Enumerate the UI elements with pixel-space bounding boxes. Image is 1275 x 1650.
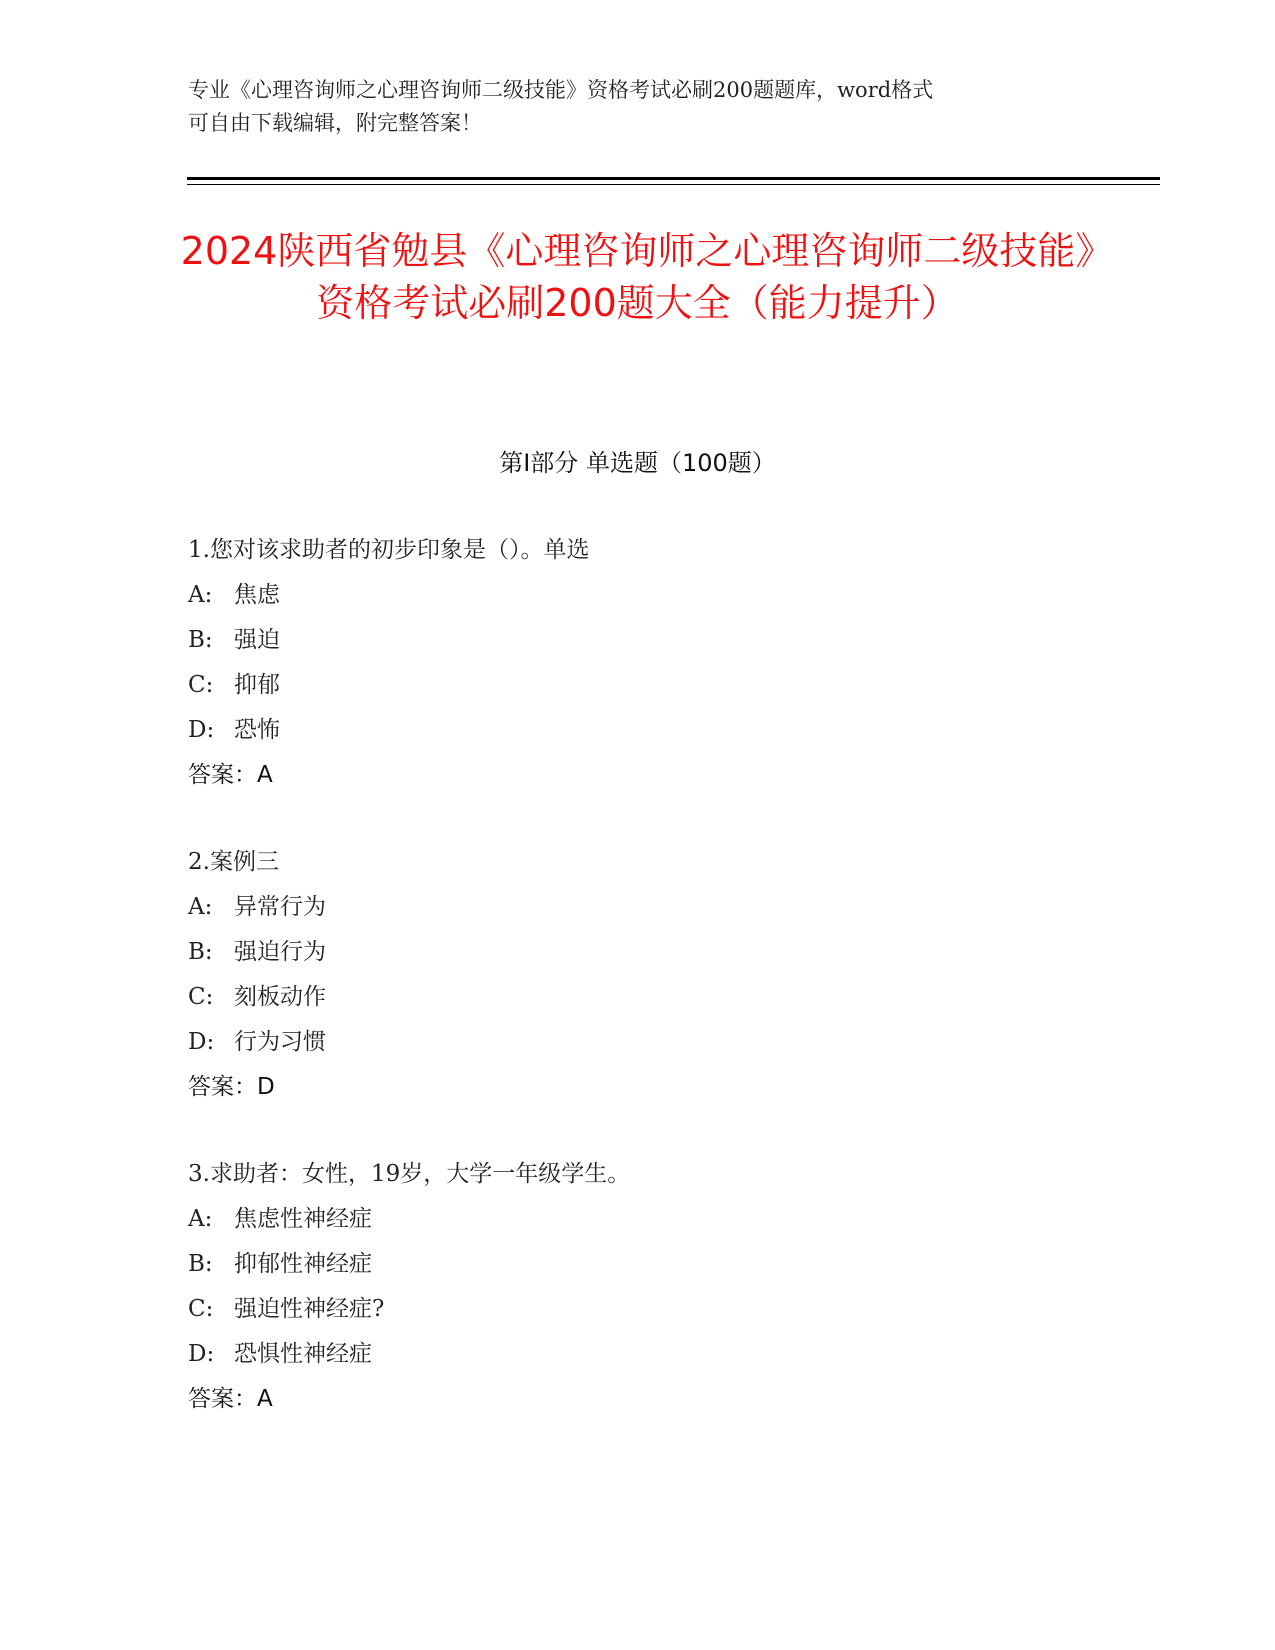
option-d [188,1332,1188,1377]
question-item [188,840,1188,1110]
option-text: 行为习惯 [234,1029,326,1055]
question-item [188,1152,1188,1422]
option-letter: C: [188,1296,214,1322]
header-rule-thin [187,184,1160,185]
option-letter: B: [188,1251,213,1277]
option-b [188,618,1188,663]
question-stem: 3.求助者：女性，19岁，大学一年级学生。 [188,1161,631,1187]
answer-line: 答案：D [188,1074,275,1100]
option-c [188,663,1188,708]
option-d [188,708,1188,753]
option-letter: A: [188,1206,213,1232]
option-letter: D: [188,717,215,743]
question-list [188,528,1188,1464]
option-letter: C: [188,672,214,698]
option-letter: B: [188,939,213,965]
option-text: 强迫性神经症? [234,1296,385,1322]
option-letter: C: [188,984,214,1010]
header-note-line: 专业《心理咨询师之心理咨询师二级技能》资格考试必刷200题题库，word格式 [188,78,934,102]
header-rule-thick [187,177,1160,180]
option-letter: D: [188,1029,215,1055]
option-letter: A: [188,894,213,920]
option-text: 恐怖 [234,717,280,743]
question-item [188,528,1188,798]
option-a [188,573,1188,618]
option-text: 恐惧性神经症 [234,1341,372,1367]
option-c [188,1287,1188,1332]
answer-line: 答案：A [188,1386,273,1412]
option-text: 刻板动作 [234,984,326,1010]
option-text: 抑郁性神经症 [234,1251,372,1277]
section-heading: 第Ⅰ部分 单选题（100题） [499,449,776,477]
question-stem: 1.您对该求助者的初步印象是（）。单选 [188,537,590,563]
option-c [188,975,1188,1020]
option-text: 强迫行为 [234,939,326,965]
option-letter: D: [188,1341,215,1367]
header-note [188,74,1088,140]
option-letter: A: [188,582,213,608]
option-a [188,885,1188,930]
option-letter: B: [188,627,213,653]
header-note-line: 可自由下载编辑，附完整答案！ [188,111,482,135]
option-b [188,1242,1188,1287]
option-text: 焦虑 [234,582,280,608]
document-title: 2024陕西省勉县《心理咨询师之心理咨询师二级技能》资格考试必刷200题大全（能力提升） [180,229,1095,325]
option-text: 焦虑性神经症 [234,1206,372,1232]
option-a [188,1197,1188,1242]
question-stem: 2.案例三 [188,849,279,875]
answer-line: 答案：A [188,762,273,788]
option-b [188,930,1188,975]
option-d [188,1020,1188,1065]
option-text: 强迫 [234,627,280,653]
option-text: 异常行为 [234,894,326,920]
option-text: 抑郁 [234,672,280,698]
